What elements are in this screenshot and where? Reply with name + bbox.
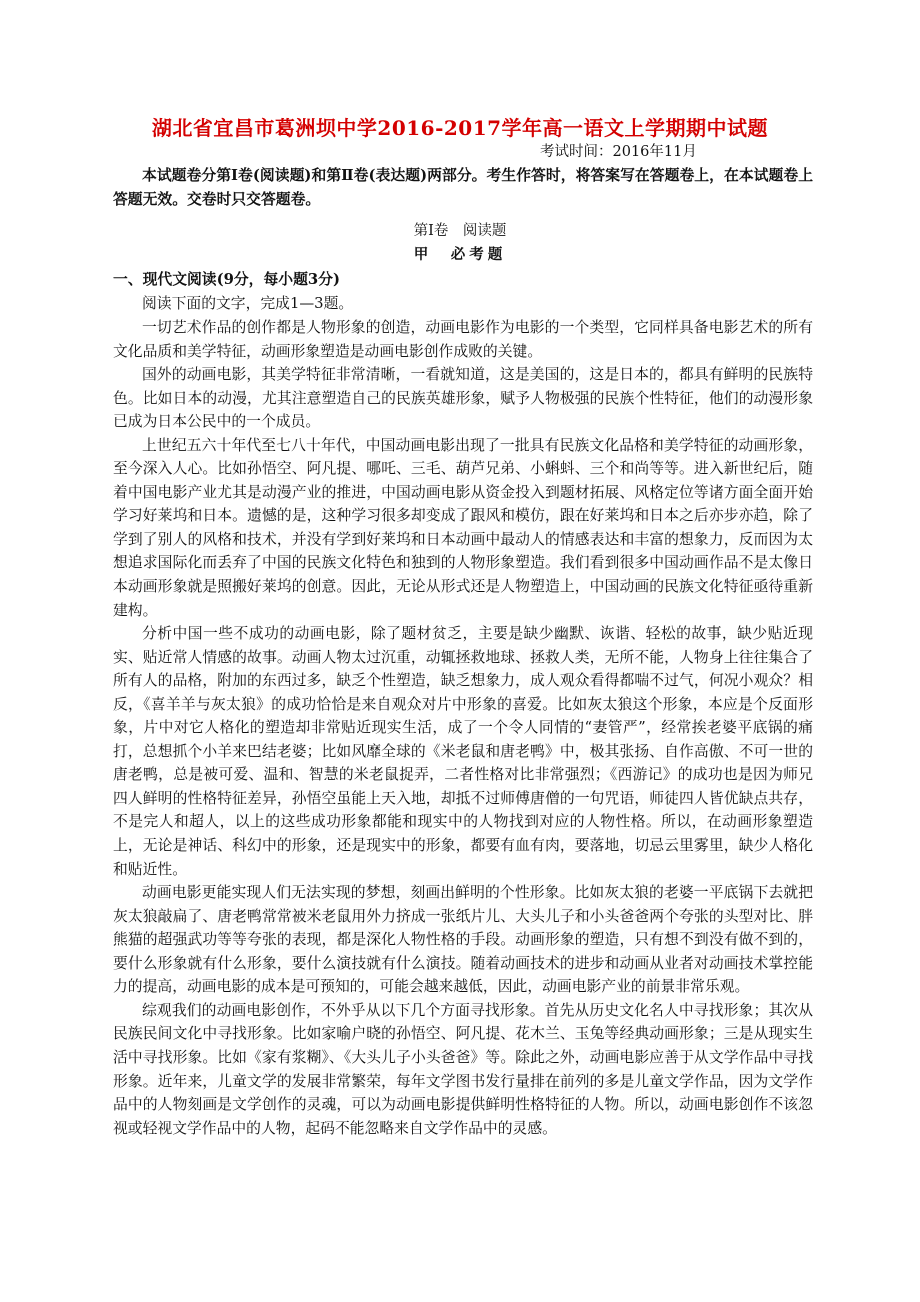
part-title: 第Ⅰ卷 阅读题 (413, 223, 507, 239)
article-paragraph: 一切艺术作品的创作都是人物形象的创造，动画电影作为电影的一个类型，它同样具备电影艺术的所有文化品质和美学特征，动画形象塑造是动画电影创作成败的关键。 (113, 319, 813, 360)
article-paragraph: 国外的动画电影，其美学特征非常清晰，一看就知道，这是美国的，这是日本的，都具有鲜明的民族特色。比如日本的动漫，尤其注意塑造自己的民族英雄形象，赋予人物极强的民族个性特征，他们的动漫形象已成为日本公民中的一个成员。 (113, 366, 813, 431)
article-paragraph: 综观我们的动画电影创作，不外乎从以下几个方面寻找形象。首先从历史文化名人中寻找形象；其次从民族民间文化中寻找形象。比如家喻户晓的孙悟空、阿凡提、花木兰、玉兔等经典动画形象；三是从现实生活中寻找形象。比如《家有浆糊》、《大头儿子小头爸爸》等。除此之外，动画电影应善于从文学作品中寻找形象。近年来，儿童文学的发展非常繁荣，每年文学图书发行量排在前列的多是儿童文学作品，因为文学作品中的人物刻画是文学创作的灵魂，可以为动画电影提供鲜明性格特征的人物。所以，动画电影创作不该忽视或轻视文学作品中的人物，起码不能忽略来自文学作品中的灵感。 (113, 1001, 813, 1137)
reading-instruction: 阅读下面的文字，完成1—3题。 (142, 295, 354, 312)
document-title: 湖北省宜昌市葛洲坝中学2016-2017学年高一语文上学期期中试题 (151, 116, 769, 140)
article-paragraph: 分析中国一些不成功的动画电影，除了题材贫乏，主要是缺少幽默、诙谐、轻松的故事，缺少贴近现实、贴近常人情感的故事。动画人物太过沉重，动辄拯救地球、拯救人类，无所不能，人物身上往往集合了所有人的品格，附加的东西过多，缺乏个性塑造，缺乏想象力，成人观众看得都喘不过气，何况小观众？相反，《喜羊羊与灰太狼》的成功恰恰是来自观众对片中形象的喜爱。比如灰太狼这个形象，本应是个反面形象，片中对它人格化的塑造却非常贴近现实生活，成了一个令人同情的“妻管严”，经常挨老婆平底锅的痛打，总想抓个小羊来巴结老婆；比如风靡全球的《米老鼠和唐老鸭》中，极其张扬、自作高傲、不可一世的唐老鸭，总是被可爱、温和、智慧的米老鼠捉弄，二者性格对比非常强烈；《西游记》的成功也是因为师兄四人鲜明的性格特征差异，孙悟空虽能上天入地，却抵不过师傅唐僧的一句咒语，师徒四人皆优缺点共存，不是完人和超人，以上的这些成功形象都能和现实中的人物找到对应的人物性格。所以，在动画形象塑造上，无论是神话、科幻中的形象，还是现实中的形象，都要有血有肉，要落地，切忌云里雾里，缺少人格化和贴近性。 (113, 625, 813, 878)
section-tag: 甲 必考题 (413, 246, 507, 263)
article-paragraph: 动画电影更能实现人们无法实现的梦想，刻画出鲜明的个性形象。比如灰太狼的老婆一平底锅下去就把灰太狼敲扁了、唐老鸭常常被米老鼠用外力挤成一张纸片儿、大头儿子和小头爸爸两个夸张的头型对比、胖熊猫的超强武功等等夸张的表现，都是深化人物性格的手段。动画形象的塑造，只有想不到没有做不到的，要什么形象就有什么形象，要什么演技就有什么演技。随着动画技术的进步和动画从业者对动画技术掌控能力的提高，动画电影的成本是可预知的，可能会越来越低，因此，动画电影产业的前景非常乐观。 (113, 884, 813, 996)
question-heading: 一、现代文阅读(9分，每小题3分) (113, 271, 340, 288)
article-paragraph: 上世纪五六十年代至七八十年代，中国动画电影出现了一批具有民族文化品格和美学特征的动画形象，至今深入人心。比如孙悟空、阿凡提、哪吒、三毛、葫芦兄弟、小蝌蚪、三个和尚等等。进入新世纪后，随着中国电影产业尤其是动漫产业的推进，中国动画电影从资金投入到题材拓展、风格定位等诸方面全面开始学习好莱坞和日本。遗憾的是，这种学习很多却变成了跟风和模仿，跟在好莱坞和日本之后亦步亦趋，除了学到了别人的风格和技术，并没有学到好莱坞和日本动画中最动人的情感表达和丰富的想象力，反而因为太想追求国际化而丢弃了中国的民族文化特色和独到的人物形象塑造。我们看到很多中国动画作品不是太像日本动画形象就是照搬好莱坞的创意。因此，无论从形式还是人物塑造上，中国动画的民族文化特征亟待重新建构。 (113, 436, 813, 619)
exam-notice: 本试题卷分第Ⅰ卷(阅读题)和第Ⅱ卷(表达题)两部分。考生作答时，将答案写在答题卷上，在本试题卷上答题无效。交卷时只交答题卷。 (113, 167, 813, 208)
exam-time: 考试时间：2016年11月 (540, 144, 697, 160)
reading-article (113, 316, 813, 1140)
